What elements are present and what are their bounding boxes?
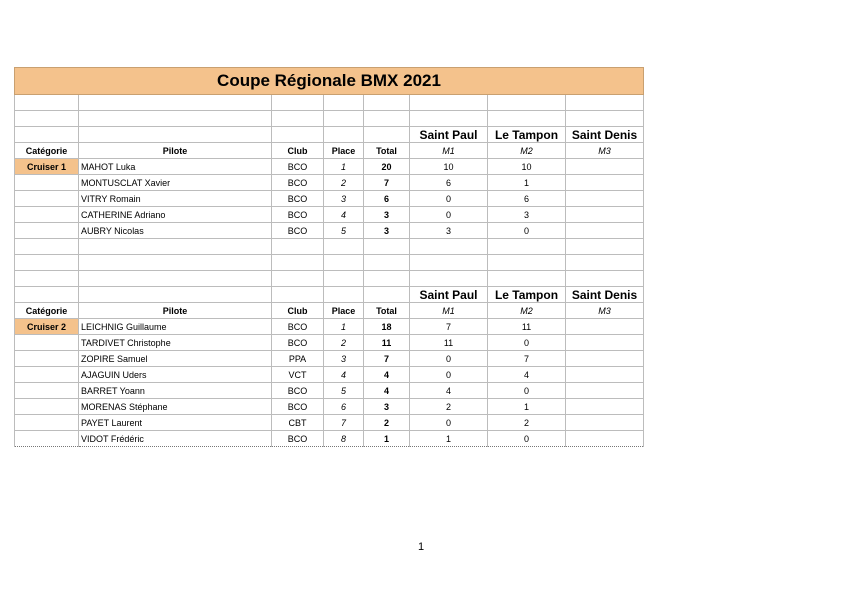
header-total: Total [364, 303, 410, 319]
blank-row [15, 239, 644, 255]
category-cell [15, 207, 79, 223]
meeting-name: Le Tampon [488, 287, 566, 303]
total-value: 4 [364, 367, 410, 383]
total-value: 11 [364, 335, 410, 351]
place-value: 4 [324, 207, 364, 223]
pilot-name: VIDOT Frédéric [79, 431, 272, 447]
empty-cell [324, 287, 364, 303]
header-place: Place [324, 143, 364, 159]
empty-cell [79, 287, 272, 303]
empty-cell [364, 111, 410, 127]
m3-value [566, 319, 644, 335]
empty-cell [15, 255, 79, 271]
m2-value: 0 [488, 431, 566, 447]
m1-value: 2 [410, 399, 488, 415]
column-header-row [15, 143, 644, 159]
table-row [15, 367, 644, 383]
sheet-title: Coupe Régionale BMX 2021 [15, 68, 644, 95]
place-value: 5 [324, 383, 364, 399]
m1-value: 1 [410, 431, 488, 447]
m2-value: 2 [488, 415, 566, 431]
category-cell [15, 175, 79, 191]
m2-value: 11 [488, 319, 566, 335]
empty-cell [410, 271, 488, 287]
place-value: 4 [324, 367, 364, 383]
empty-cell [79, 239, 272, 255]
total-value: 20 [364, 159, 410, 175]
m1-value: 4 [410, 383, 488, 399]
empty-cell [272, 287, 324, 303]
m3-value [566, 367, 644, 383]
place-value: 1 [324, 319, 364, 335]
m2-value: 3 [488, 207, 566, 223]
m3-value [566, 223, 644, 239]
empty-cell [488, 95, 566, 111]
empty-cell [272, 95, 324, 111]
empty-cell [15, 111, 79, 127]
empty-cell [566, 111, 644, 127]
total-value: 18 [364, 319, 410, 335]
pilot-name: MAHOT Luka [79, 159, 272, 175]
category-cell [15, 431, 79, 447]
empty-cell [324, 239, 364, 255]
empty-cell [410, 255, 488, 271]
m3-value [566, 399, 644, 415]
m3-value [566, 335, 644, 351]
m3-value [566, 159, 644, 175]
place-value: 3 [324, 191, 364, 207]
empty-cell [488, 239, 566, 255]
pilot-name: MORENAS Stéphane [79, 399, 272, 415]
meeting-row [15, 287, 644, 303]
empty-cell [566, 95, 644, 111]
meeting-name: Saint Paul [410, 287, 488, 303]
meeting-name: Saint Denis [566, 127, 644, 143]
total-value: 2 [364, 415, 410, 431]
empty-cell [566, 255, 644, 271]
empty-cell [79, 95, 272, 111]
empty-cell [410, 239, 488, 255]
place-value: 1 [324, 159, 364, 175]
total-value: 7 [364, 175, 410, 191]
category-cell [15, 351, 79, 367]
table-row [15, 431, 644, 447]
m3-value [566, 415, 644, 431]
m2-value: 4 [488, 367, 566, 383]
m2-value: 10 [488, 159, 566, 175]
empty-cell [272, 255, 324, 271]
m3-value [566, 351, 644, 367]
club-code: BCO [272, 159, 324, 175]
club-code: BCO [272, 319, 324, 335]
empty-cell [364, 239, 410, 255]
empty-cell [364, 271, 410, 287]
m1-value: 7 [410, 319, 488, 335]
category-cell [15, 399, 79, 415]
category-cell [15, 223, 79, 239]
blank-row [15, 255, 644, 271]
m1-value: 11 [410, 335, 488, 351]
pilot-name: LEICHNIG Guillaume [79, 319, 272, 335]
category-badge: Cruiser 1 [15, 159, 79, 175]
empty-cell [15, 271, 79, 287]
header-m2: M2 [488, 143, 566, 159]
table-row [15, 335, 644, 351]
empty-cell [272, 239, 324, 255]
m1-value: 0 [410, 207, 488, 223]
header-pilote: Pilote [79, 143, 272, 159]
pilot-name: TARDIVET Christophe [79, 335, 272, 351]
header-categorie: Catégorie [15, 303, 79, 319]
empty-cell [15, 127, 79, 143]
blank-row [15, 111, 644, 127]
category-cell [15, 383, 79, 399]
m1-value: 10 [410, 159, 488, 175]
table-row [15, 319, 644, 335]
empty-cell [488, 111, 566, 127]
m2-value: 7 [488, 351, 566, 367]
header-pilote: Pilote [79, 303, 272, 319]
total-value: 7 [364, 351, 410, 367]
category-cell [15, 367, 79, 383]
header-m2: M2 [488, 303, 566, 319]
empty-cell [364, 95, 410, 111]
table-row [15, 159, 644, 175]
empty-cell [324, 111, 364, 127]
club-code: BCO [272, 383, 324, 399]
table-row [15, 415, 644, 431]
m2-value: 0 [488, 223, 566, 239]
m2-value: 1 [488, 399, 566, 415]
total-value: 1 [364, 431, 410, 447]
category-cell [15, 335, 79, 351]
empty-cell [488, 255, 566, 271]
empty-cell [410, 95, 488, 111]
club-code: BCO [272, 431, 324, 447]
empty-cell [364, 127, 410, 143]
table-row [15, 223, 644, 239]
empty-cell [79, 111, 272, 127]
page-number: 1 [417, 541, 425, 553]
pilot-name: MONTUSCLAT Xavier [79, 175, 272, 191]
place-value: 5 [324, 223, 364, 239]
m2-value: 1 [488, 175, 566, 191]
empty-cell [15, 95, 79, 111]
empty-cell [566, 239, 644, 255]
blank-row [15, 95, 644, 111]
empty-cell [566, 271, 644, 287]
place-value: 2 [324, 175, 364, 191]
club-code: CBT [272, 415, 324, 431]
header-place: Place [324, 303, 364, 319]
m1-value: 3 [410, 223, 488, 239]
meeting-name: Le Tampon [488, 127, 566, 143]
standings-sheet [14, 67, 644, 447]
m3-value [566, 383, 644, 399]
empty-cell [15, 239, 79, 255]
empty-cell [15, 287, 79, 303]
header-m3: M3 [566, 303, 644, 319]
empty-cell [488, 271, 566, 287]
empty-cell [364, 287, 410, 303]
header-club: Club [272, 143, 324, 159]
pilot-name: CATHERINE Adriano [79, 207, 272, 223]
empty-cell [79, 127, 272, 143]
total-value: 4 [364, 383, 410, 399]
empty-cell [324, 271, 364, 287]
category-cell [15, 415, 79, 431]
empty-cell [324, 255, 364, 271]
empty-cell [324, 127, 364, 143]
meeting-row [15, 127, 644, 143]
m2-value: 0 [488, 383, 566, 399]
meeting-name: Saint Denis [566, 287, 644, 303]
table-row [15, 351, 644, 367]
header-m1: M1 [410, 303, 488, 319]
club-code: BCO [272, 335, 324, 351]
empty-cell [410, 111, 488, 127]
empty-cell [79, 255, 272, 271]
pilot-name: PAYET Laurent [79, 415, 272, 431]
m1-value: 0 [410, 351, 488, 367]
club-code: VCT [272, 367, 324, 383]
header-total: Total [364, 143, 410, 159]
total-value: 3 [364, 399, 410, 415]
category-cell [15, 191, 79, 207]
pilot-name: AUBRY Nicolas [79, 223, 272, 239]
pilot-name: BARRET Yoann [79, 383, 272, 399]
place-value: 8 [324, 431, 364, 447]
m1-value: 6 [410, 175, 488, 191]
table-row [15, 175, 644, 191]
total-value: 3 [364, 223, 410, 239]
header-categorie: Catégorie [15, 143, 79, 159]
club-code: BCO [272, 207, 324, 223]
club-code: BCO [272, 191, 324, 207]
title-row [15, 68, 644, 95]
m2-value: 6 [488, 191, 566, 207]
category-badge: Cruiser 2 [15, 319, 79, 335]
m1-value: 0 [410, 191, 488, 207]
pilot-name: VITRY Romain [79, 191, 272, 207]
column-header-row [15, 303, 644, 319]
header-m1: M1 [410, 143, 488, 159]
empty-cell [364, 255, 410, 271]
empty-cell [79, 271, 272, 287]
m1-value: 0 [410, 415, 488, 431]
pilot-name: ZOPIRE Samuel [79, 351, 272, 367]
place-value: 6 [324, 399, 364, 415]
meeting-name: Saint Paul [410, 127, 488, 143]
total-value: 3 [364, 207, 410, 223]
m2-value: 0 [488, 335, 566, 351]
blank-row [15, 271, 644, 287]
m1-value: 0 [410, 367, 488, 383]
empty-cell [272, 271, 324, 287]
m3-value [566, 431, 644, 447]
table-row [15, 383, 644, 399]
header-club: Club [272, 303, 324, 319]
place-value: 2 [324, 335, 364, 351]
empty-cell [272, 127, 324, 143]
m3-value [566, 191, 644, 207]
club-code: BCO [272, 399, 324, 415]
header-m3: M3 [566, 143, 644, 159]
m3-value [566, 175, 644, 191]
club-code: BCO [272, 175, 324, 191]
table-row [15, 207, 644, 223]
m3-value [566, 207, 644, 223]
club-code: BCO [272, 223, 324, 239]
pilot-name: AJAGUIN Uders [79, 367, 272, 383]
table-row [15, 399, 644, 415]
total-value: 6 [364, 191, 410, 207]
place-value: 7 [324, 415, 364, 431]
club-code: PPA [272, 351, 324, 367]
empty-cell [324, 95, 364, 111]
place-value: 3 [324, 351, 364, 367]
empty-cell [272, 111, 324, 127]
table-row [15, 191, 644, 207]
